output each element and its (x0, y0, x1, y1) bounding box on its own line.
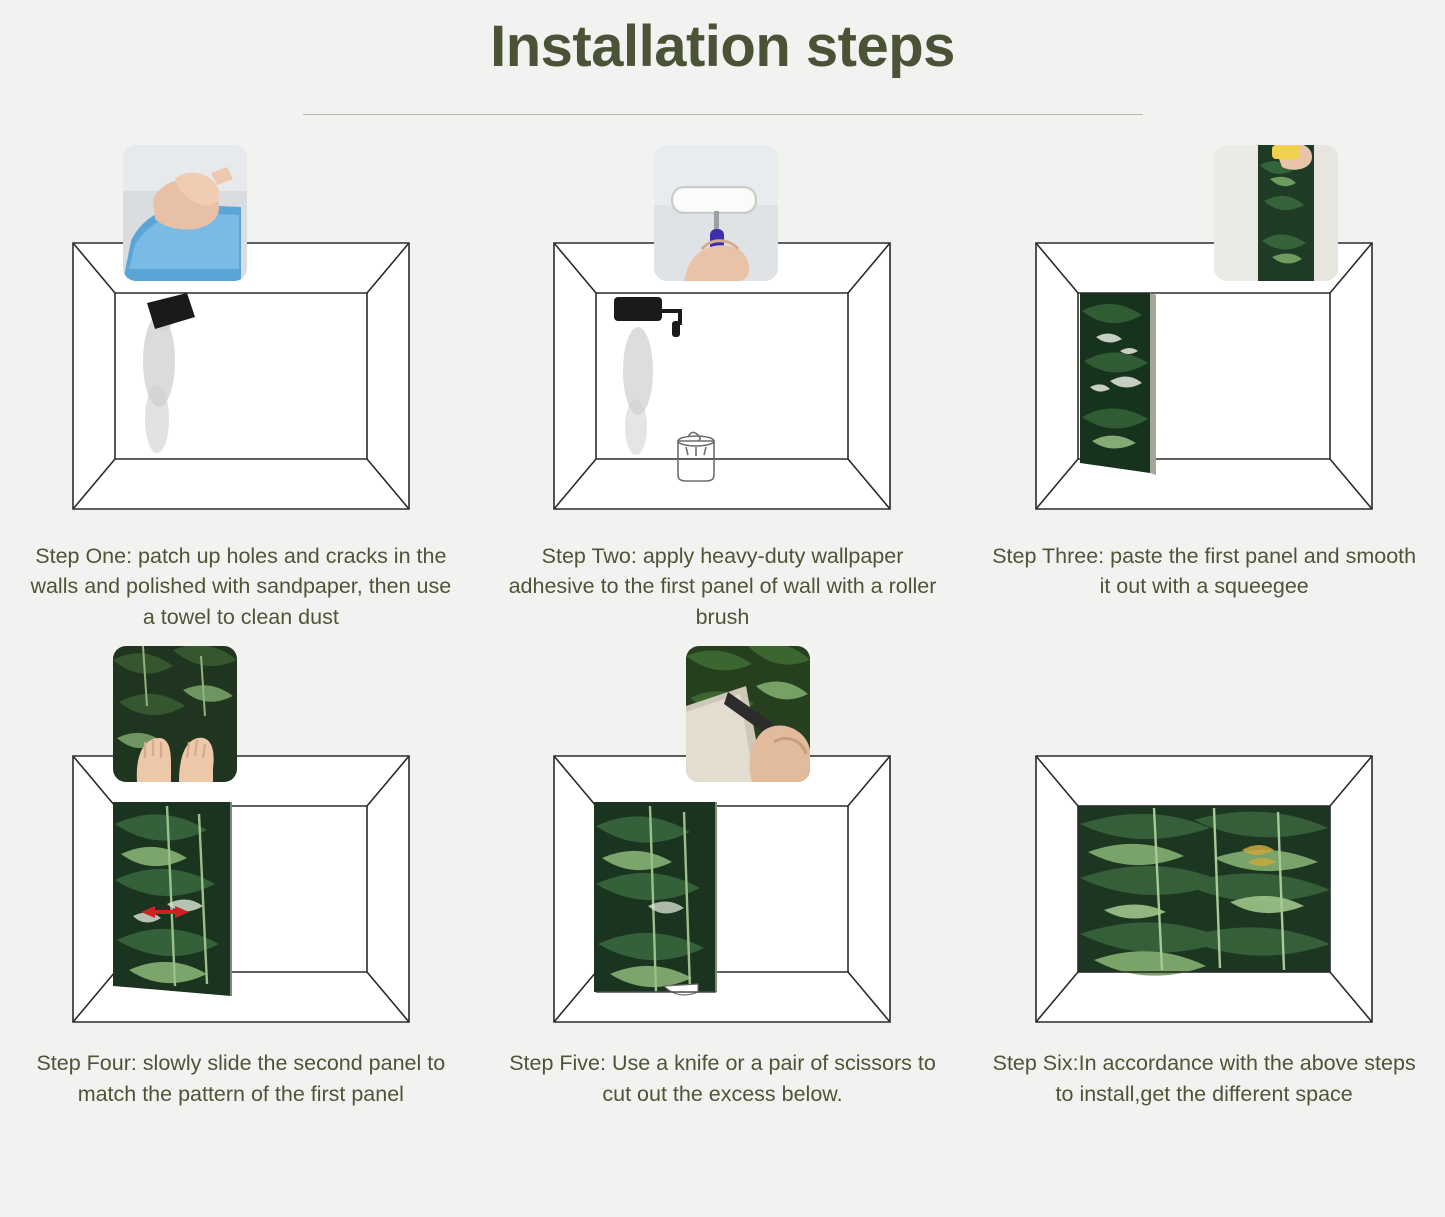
step-five-caption: Step Five: Use a knife or a pair of scissors to cut out the excess below. (509, 1051, 936, 1106)
step-two-illustration (500, 145, 946, 545)
step-card-five (482, 646, 964, 1109)
room-sketch-two (552, 241, 892, 511)
step-five-illustration (500, 646, 946, 1046)
step-six-caption: Step Six:In accordance with the above steps to install,get the different space (992, 1051, 1416, 1106)
hands-smoothing-mural-photo-icon (113, 646, 237, 782)
step-card-one (0, 145, 482, 633)
step-one-illustration (18, 145, 464, 545)
title-divider (303, 114, 1143, 115)
room-sketch-three (1034, 241, 1374, 511)
room-sketch-four (71, 754, 411, 1024)
steps-grid (0, 145, 1445, 1110)
step-card-three (963, 145, 1445, 633)
step-four-caption: Step Four: slowly slide the second panel to match the pattern of the first panel (36, 1051, 446, 1106)
step-card-six (963, 646, 1445, 1109)
room-sketch-five (552, 754, 892, 1024)
paint-roller-photo-icon (654, 145, 778, 281)
step-three-illustration (981, 145, 1427, 545)
knife-trimming-photo-icon (686, 646, 810, 782)
hand-with-cloth-photo-icon (123, 145, 247, 281)
room-sketch-one (71, 241, 411, 511)
page-title: Installation steps (490, 14, 955, 79)
step-three-caption: Step Three: paste the first panel and smooth it out with a squeegee (992, 543, 1417, 599)
step-six-illustration (981, 646, 1427, 1046)
step-card-four (0, 646, 482, 1109)
hands-pasting-panel-photo-icon (1214, 145, 1338, 281)
step-card-two (482, 145, 964, 633)
step-four-illustration (18, 646, 464, 1046)
step-one-caption: Step One: patch up holes and cracks in the walls and polished with sandpaper, then use a towel to clean dust (30, 543, 452, 629)
step-two-caption: Step Two: apply heavy-duty wallpaper adhesive to the first panel of wall with a roller brush (508, 543, 937, 629)
room-sketch-six (1034, 754, 1374, 1024)
